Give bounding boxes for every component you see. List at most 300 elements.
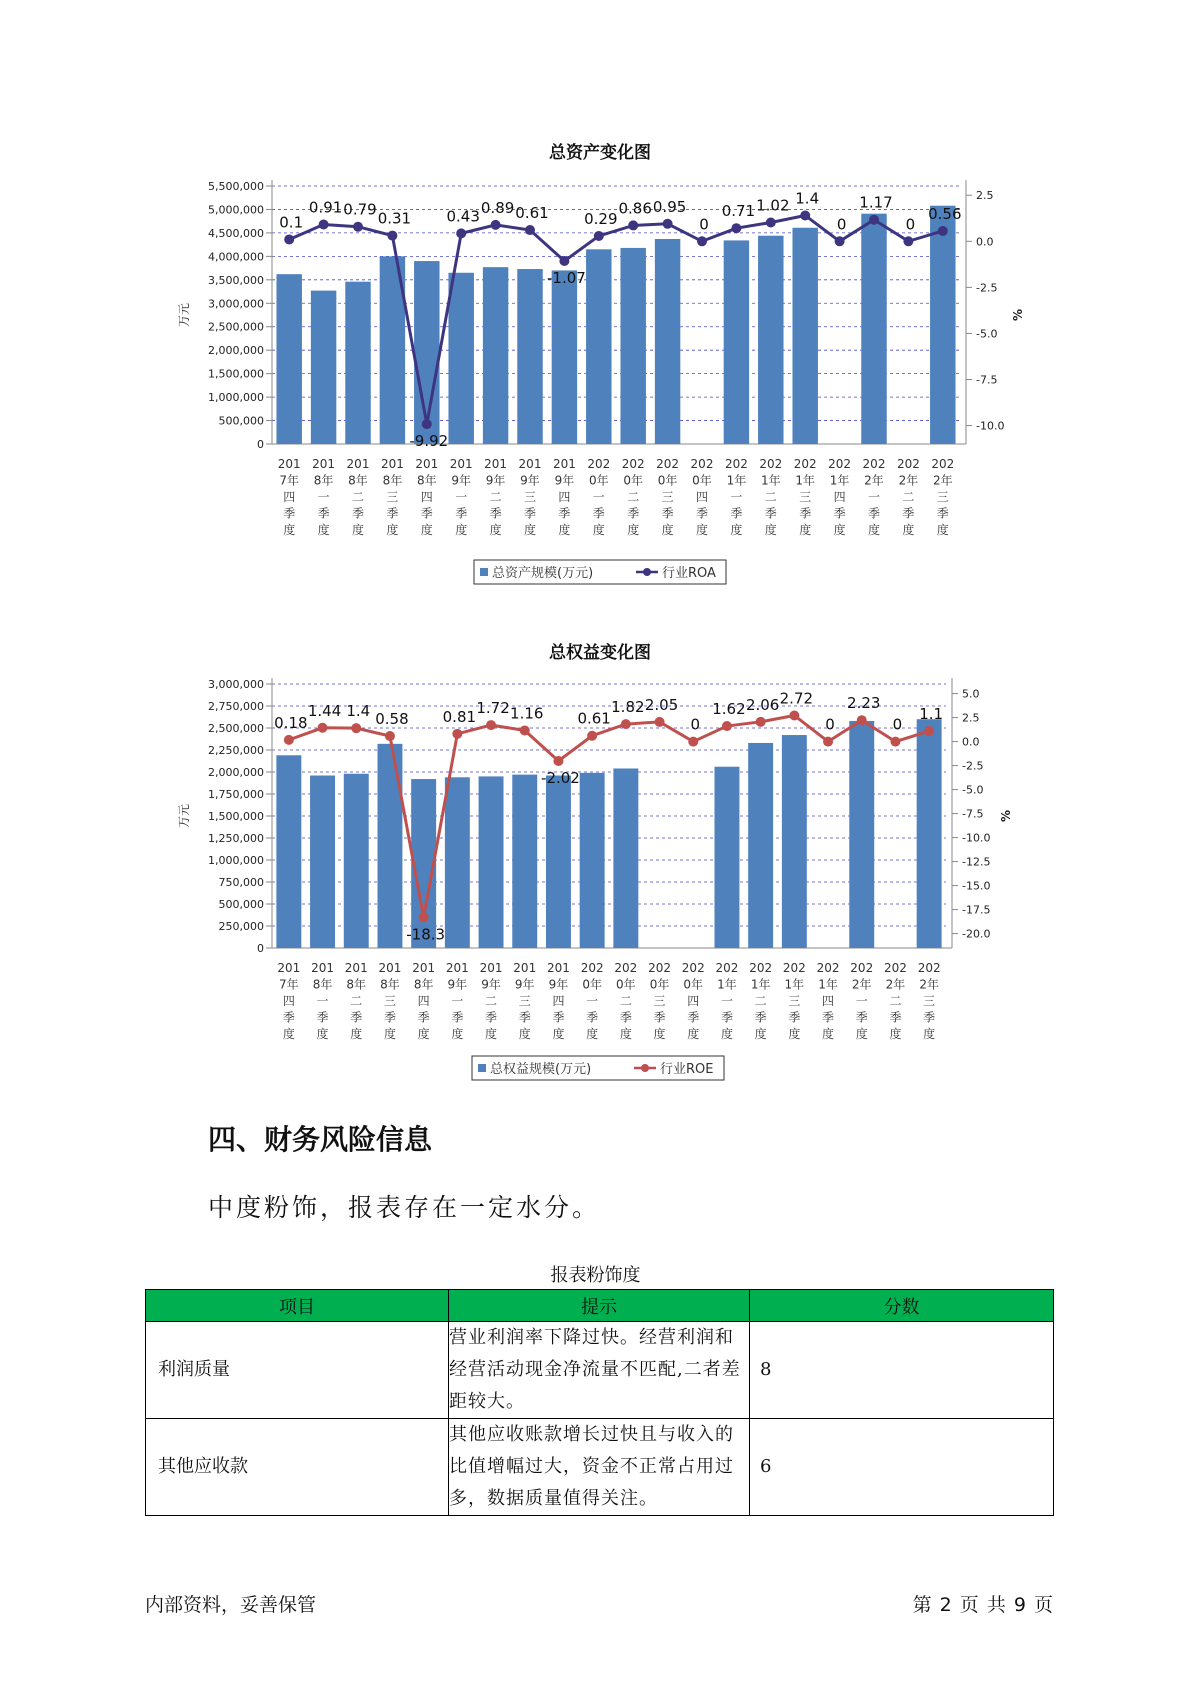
x-tick-label: 202 (917, 961, 941, 975)
x-tick-label: 一 (586, 994, 599, 1008)
y2-tick-label: -5.0 (976, 327, 998, 341)
x-tick-label: 季 (730, 506, 743, 521)
x-tick-label: 度 (316, 1027, 329, 1041)
line-point (731, 223, 741, 233)
y2-tick-label: -2.5 (976, 281, 998, 295)
x-tick-label: 1年 (784, 977, 805, 992)
data-label: 0.89 (480, 198, 515, 217)
x-tick-label: 1年 (726, 473, 747, 488)
x-tick-label: 二 (350, 994, 363, 1008)
y-tick-label: 250,000 (218, 920, 264, 933)
x-tick-label: 度 (923, 1027, 936, 1041)
x-tick-label: 8年 (312, 977, 333, 992)
x-tick-label: 201 (311, 961, 335, 975)
y-tick-label: 2,250,000 (208, 744, 264, 757)
y-tick-label: 4,000,000 (208, 250, 264, 264)
x-tick-label: 度 (764, 523, 777, 537)
y-tick-label: 3,500,000 (208, 273, 264, 287)
x-tick-label: 季 (855, 1010, 868, 1025)
footer-confidential: 内部资料，妥善保管 (145, 1594, 317, 1616)
data-label: 1.02 (756, 196, 790, 215)
x-tick-label: 四 (822, 994, 835, 1008)
y-tick-label: 2,500,000 (208, 722, 264, 735)
x-tick-label: 季 (720, 1010, 733, 1025)
y2-tick-label: 0.0 (976, 235, 994, 249)
data-label: 0 (825, 715, 835, 734)
line-point (688, 737, 698, 747)
x-tick-label: 2年 (898, 473, 919, 488)
y2-tick-label: 2.5 (976, 189, 994, 203)
line-point (553, 756, 563, 766)
x-tick-label: 8年 (348, 473, 368, 488)
data-label: 1.17 (859, 193, 893, 212)
y-tick-label: 1,000,000 (208, 391, 264, 405)
x-tick-label: 度 (350, 1027, 363, 1041)
x-tick-label: 季 (754, 1010, 767, 1025)
y2-axis-title: % (1011, 308, 1025, 322)
line-point (353, 222, 363, 232)
column-header-item: 项目 (146, 1290, 449, 1322)
x-tick-label: 202 (580, 961, 604, 975)
line-point (722, 721, 732, 731)
x-tick-label: 0年 (657, 473, 678, 488)
x-tick-label: 度 (518, 1027, 531, 1041)
line-point (419, 912, 429, 922)
x-tick-label: 季 (586, 1010, 599, 1025)
x-tick-label: 202 (614, 961, 638, 975)
x-tick-label: 度 (695, 523, 709, 537)
x-tick-label: 一 (592, 490, 605, 504)
x-tick-label: 度 (822, 1027, 835, 1041)
y-tick-label: 5,500,000 (208, 180, 264, 193)
x-tick-label: 二 (754, 994, 767, 1008)
x-tick-label: 9年 (447, 977, 468, 992)
y-tick-label: 2,000,000 (208, 766, 264, 779)
bar (917, 719, 942, 948)
x-tick-label: 季 (350, 1010, 363, 1025)
data-label: 0.61 (515, 204, 549, 223)
data-label: 0 (836, 215, 847, 234)
data-label: 1.72 (476, 699, 510, 718)
line-point (663, 219, 673, 229)
x-tick-label: 度 (455, 523, 468, 537)
x-tick-label: 201 (449, 457, 473, 471)
x-tick-label: 202 (782, 961, 806, 975)
x-tick-label: 7年 (279, 473, 300, 488)
x-tick-label: 度 (417, 1027, 430, 1041)
x-tick-label: 1年 (829, 473, 850, 488)
x-tick-label: 季 (417, 1010, 430, 1025)
footer-page-number: 第 2 页 共 9 页 (912, 1594, 1054, 1616)
x-tick-label: 季 (282, 1010, 295, 1025)
x-tick-label: 季 (451, 1010, 464, 1025)
x-tick-label: 度 (867, 523, 881, 537)
x-tick-label: 0年 (692, 473, 712, 488)
x-tick-label: 0年 (623, 473, 644, 488)
x-tick-label: 二 (902, 490, 915, 504)
data-label: -9.92 (409, 432, 449, 451)
data-label: 0.79 (343, 200, 377, 219)
y2-tick-label: -10.0 (976, 419, 1005, 433)
line-point (655, 717, 665, 727)
bar (586, 249, 611, 444)
data-label: 1.4 (795, 189, 820, 208)
line-point (387, 231, 397, 241)
x-tick-label: 三 (788, 994, 801, 1008)
y2-axis-title: % (999, 809, 1013, 823)
bar (552, 270, 577, 444)
x-tick-label: 8年 (346, 977, 367, 992)
table-caption: 报表粉饰度 (550, 1265, 641, 1286)
x-tick-label: 201 (479, 961, 503, 975)
data-label: 0.61 (577, 709, 611, 728)
x-tick-label: 季 (518, 1010, 531, 1025)
x-tick-label: 二 (889, 994, 902, 1008)
x-tick-label: 四 (552, 994, 565, 1008)
x-tick-label: 季 (889, 1010, 902, 1025)
x-tick-label: 季 (489, 506, 502, 521)
chart-legend (472, 1056, 724, 1080)
chart-title: 总权益变化图 (549, 643, 651, 663)
row-score: 8 (750, 1322, 1054, 1419)
x-tick-label: 8年 (413, 977, 434, 992)
data-label: 0.81 (442, 707, 477, 726)
y-tick-label: 2,000,000 (208, 344, 264, 358)
data-label: 1.82 (611, 698, 645, 717)
y2-tick-label: 2.5 (962, 711, 980, 725)
x-tick-label: 202 (656, 457, 680, 471)
y-tick-label: 1,750,000 (208, 788, 264, 801)
line-point (594, 231, 604, 241)
y-tick-label: 500,000 (218, 898, 264, 911)
x-tick-label: 度 (523, 523, 537, 537)
x-tick-label: 2年 (919, 977, 939, 992)
x-tick-label: 季 (867, 506, 881, 521)
x-tick-label: 二 (485, 994, 498, 1008)
bar (724, 240, 749, 444)
row-item: 其他应收款 (146, 1419, 449, 1516)
x-tick-label: 201 (378, 961, 402, 975)
x-tick-label: 度 (485, 1027, 498, 1041)
chart-svg (0, 638, 1191, 1100)
x-tick-label: 201 (380, 457, 404, 471)
y2-tick-label: 5.0 (962, 687, 980, 701)
x-tick-label: 9年 (485, 473, 506, 488)
legend-bar-label: 总资产规模(万元) (492, 566, 594, 581)
x-tick-label: 度 (833, 523, 846, 537)
line-point (284, 234, 294, 244)
x-tick-label: 201 (518, 457, 542, 471)
x-tick-label: 三 (661, 490, 674, 504)
bar (445, 777, 470, 948)
y-tick-label: 0 (257, 942, 264, 955)
x-tick-label: 202 (883, 961, 907, 975)
line-point (938, 226, 948, 236)
x-tick-label: 202 (793, 457, 817, 471)
x-tick-label: 度 (788, 1027, 801, 1041)
x-tick-label: 2年 (864, 473, 884, 488)
x-tick-label: 三 (653, 994, 666, 1008)
x-tick-label: 202 (862, 457, 886, 471)
x-tick-label: 9年 (548, 977, 569, 992)
y-tick-label: 1,000,000 (208, 854, 264, 867)
x-tick-label: 季 (523, 506, 537, 521)
x-tick-label: 9年 (520, 473, 540, 488)
y-axis-title: 万元 (177, 302, 191, 328)
data-label: 0 (690, 715, 701, 734)
x-tick-label: 0年 (582, 977, 602, 992)
line-point (800, 210, 810, 220)
x-tick-label: 度 (627, 523, 640, 537)
x-tick-label: 一 (455, 490, 468, 504)
x-tick-label: 0年 (616, 977, 636, 992)
bar (861, 214, 886, 444)
x-tick-label: 三 (923, 994, 936, 1008)
bar (377, 744, 402, 948)
line-point (456, 228, 466, 238)
x-tick-label: 季 (386, 506, 399, 521)
x-tick-label: 202 (828, 457, 852, 471)
x-tick-label: 0年 (683, 977, 704, 992)
x-tick-label: 202 (850, 961, 874, 975)
bar (276, 755, 301, 948)
x-tick-label: 9年 (451, 473, 472, 488)
x-tick-label: 201 (412, 961, 436, 975)
x-tick-label: 度 (653, 1027, 666, 1041)
x-tick-label: 二 (489, 490, 502, 504)
x-tick-label: 四 (558, 490, 571, 504)
x-tick-label: 度 (386, 523, 399, 537)
x-tick-label: 度 (936, 523, 949, 537)
x-tick-label: 1年 (818, 977, 838, 992)
x-tick-label: 202 (621, 457, 645, 471)
line-point (318, 723, 328, 733)
x-tick-label: 202 (931, 457, 955, 471)
x-tick-label: 202 (715, 961, 739, 975)
x-tick-label: 一 (867, 490, 881, 504)
line-point (835, 236, 845, 246)
bar (849, 721, 874, 948)
data-label: 0 (905, 215, 916, 234)
data-label: 0.71 (721, 202, 756, 221)
y2-tick-label: -17.5 (962, 903, 991, 917)
bar (344, 774, 369, 948)
data-label: 0.43 (446, 207, 480, 226)
x-tick-label: 度 (619, 1027, 632, 1041)
x-tick-label: 度 (586, 1027, 599, 1041)
x-tick-label: 201 (552, 457, 576, 471)
bar (714, 767, 739, 948)
x-tick-label: 201 (277, 961, 301, 975)
x-tick-label: 季 (923, 1010, 936, 1025)
x-tick-label: 202 (724, 457, 748, 471)
x-tick-label: 7年 (279, 977, 299, 992)
data-label: 2.05 (644, 695, 679, 714)
x-tick-label: 季 (485, 1010, 498, 1025)
y2-tick-label: -15.0 (962, 879, 991, 893)
x-tick-label: 202 (690, 457, 714, 471)
data-label: -18.3 (406, 925, 446, 944)
y2-tick-label: -5.0 (962, 783, 984, 797)
x-tick-label: 1年 (795, 473, 816, 488)
x-tick-label: 季 (552, 1010, 565, 1025)
x-tick-label: 度 (687, 1027, 700, 1041)
x-tick-label: 季 (592, 506, 605, 521)
y-axis-title: 万元 (177, 803, 191, 829)
y-tick-label: 1,250,000 (208, 832, 264, 845)
x-tick-label: 度 (317, 523, 330, 537)
x-tick-label: 202 (648, 961, 672, 975)
data-label: 1.16 (510, 704, 544, 723)
data-label: 0 (892, 715, 903, 734)
legend-bar-swatch (478, 1064, 486, 1072)
section-heading: 四、财务风险信息 (208, 1123, 433, 1156)
line-point (319, 220, 329, 230)
row-item: 利润质量 (146, 1322, 449, 1419)
bar (345, 282, 370, 444)
x-tick-label: 9年 (481, 977, 501, 992)
bar (620, 248, 645, 444)
x-tick-label: 四 (283, 490, 296, 504)
data-label: 0.58 (375, 710, 409, 729)
x-tick-label: 度 (283, 523, 296, 537)
x-tick-label: 度 (730, 523, 743, 537)
line-point (587, 731, 597, 741)
x-tick-label: 1年 (717, 977, 737, 992)
x-tick-label: 2年 (851, 977, 872, 992)
legend-line-marker (643, 568, 651, 576)
x-tick-label: 2年 (932, 473, 953, 488)
x-tick-label: 四 (282, 994, 295, 1008)
legend-line-label: 行业ROA (662, 566, 716, 581)
x-tick-label: 度 (592, 523, 605, 537)
line-point (789, 710, 799, 720)
data-label: 0.31 (377, 209, 412, 228)
x-tick-label: 0年 (588, 473, 609, 488)
line-point (903, 236, 913, 246)
line-point (857, 715, 867, 725)
x-tick-label: 一 (855, 994, 868, 1008)
data-label: 0.18 (274, 713, 308, 732)
x-tick-label: 季 (351, 506, 365, 521)
x-tick-label: 季 (788, 1010, 801, 1025)
data-label: 1.4 (346, 702, 371, 721)
bar (758, 236, 783, 444)
line-point (452, 729, 462, 739)
x-tick-label: 季 (317, 506, 330, 521)
line-point (756, 717, 766, 727)
x-tick-label: 度 (889, 1027, 902, 1041)
line-point (284, 735, 294, 745)
legend-line-label: 行业ROE (660, 1062, 714, 1077)
data-label: 0.95 (652, 197, 687, 216)
y2-tick-label: -2.5 (962, 759, 984, 773)
data-label: 1.1 (919, 705, 944, 724)
bar (448, 273, 473, 444)
data-label: 2.72 (779, 689, 814, 708)
line-point (422, 419, 432, 429)
bar (792, 228, 817, 444)
x-tick-label: 季 (627, 506, 640, 521)
x-tick-label: 季 (695, 506, 709, 521)
line-point (385, 731, 395, 741)
data-label: 0.1 (279, 213, 304, 232)
x-tick-label: 度 (282, 1027, 295, 1041)
x-tick-label: 202 (681, 961, 705, 975)
x-tick-label: 一 (720, 994, 733, 1008)
x-tick-label: 季 (822, 1010, 835, 1025)
data-label: 0.86 (618, 199, 652, 218)
x-tick-label: 201 (513, 961, 537, 975)
bar (276, 274, 301, 444)
y-tick-label: 3,000,000 (208, 678, 264, 691)
x-tick-label: 三 (523, 490, 537, 504)
data-label: 0.56 (928, 204, 962, 223)
bar (546, 776, 571, 948)
data-label: -1.07 (546, 269, 586, 288)
line-point (486, 720, 496, 730)
y-tick-label: 1,500,000 (208, 367, 264, 381)
bar (311, 291, 336, 444)
x-tick-label: 2年 (885, 977, 906, 992)
bar (512, 775, 537, 948)
x-tick-label: 201 (415, 457, 439, 471)
x-tick-label: 季 (936, 506, 949, 521)
y-tick-label: 4,500,000 (208, 226, 264, 240)
x-tick-label: 季 (833, 506, 846, 521)
line-point (621, 719, 631, 729)
x-tick-label: 三 (386, 490, 399, 504)
x-tick-label: 201 (546, 961, 570, 975)
x-tick-label: 季 (687, 1010, 700, 1025)
x-tick-label: 8年 (416, 473, 437, 488)
y-tick-label: 0 (257, 438, 264, 451)
x-tick-label: 度 (902, 523, 915, 537)
x-tick-label: 二 (619, 994, 632, 1008)
row-score: 6 (750, 1419, 1054, 1516)
x-tick-label: 度 (451, 1027, 464, 1041)
line-point (766, 217, 776, 227)
x-tick-label: 201 (312, 457, 336, 471)
x-tick-label: 201 (277, 457, 301, 471)
x-tick-label: 二 (764, 490, 777, 504)
line-point (890, 737, 900, 747)
x-tick-label: 8年 (382, 473, 403, 488)
x-tick-label: 一 (730, 490, 743, 504)
data-label: 0 (699, 215, 709, 234)
line-point (351, 723, 361, 733)
column-header-hint: 提示 (449, 1290, 750, 1322)
line-point (525, 225, 535, 235)
chart-title: 总资产变化图 (549, 143, 651, 163)
bar (483, 267, 508, 444)
legend-line-marker (641, 1064, 649, 1072)
x-tick-label: 季 (558, 506, 571, 521)
x-tick-label: 四 (417, 994, 430, 1008)
x-tick-label: 一 (317, 490, 330, 504)
x-tick-label: 二 (351, 490, 365, 504)
y-tick-label: 5,000,000 (208, 203, 264, 217)
x-tick-label: 201 (344, 961, 368, 975)
bar (748, 743, 773, 948)
risk-table (145, 1289, 1054, 1516)
data-label: 0.29 (584, 209, 618, 228)
x-tick-label: 三 (518, 994, 531, 1008)
x-tick-label: 度 (799, 523, 812, 537)
data-label: -2.02 (541, 768, 580, 787)
y-tick-label: 750,000 (218, 876, 264, 889)
x-tick-label: 一 (451, 994, 464, 1008)
